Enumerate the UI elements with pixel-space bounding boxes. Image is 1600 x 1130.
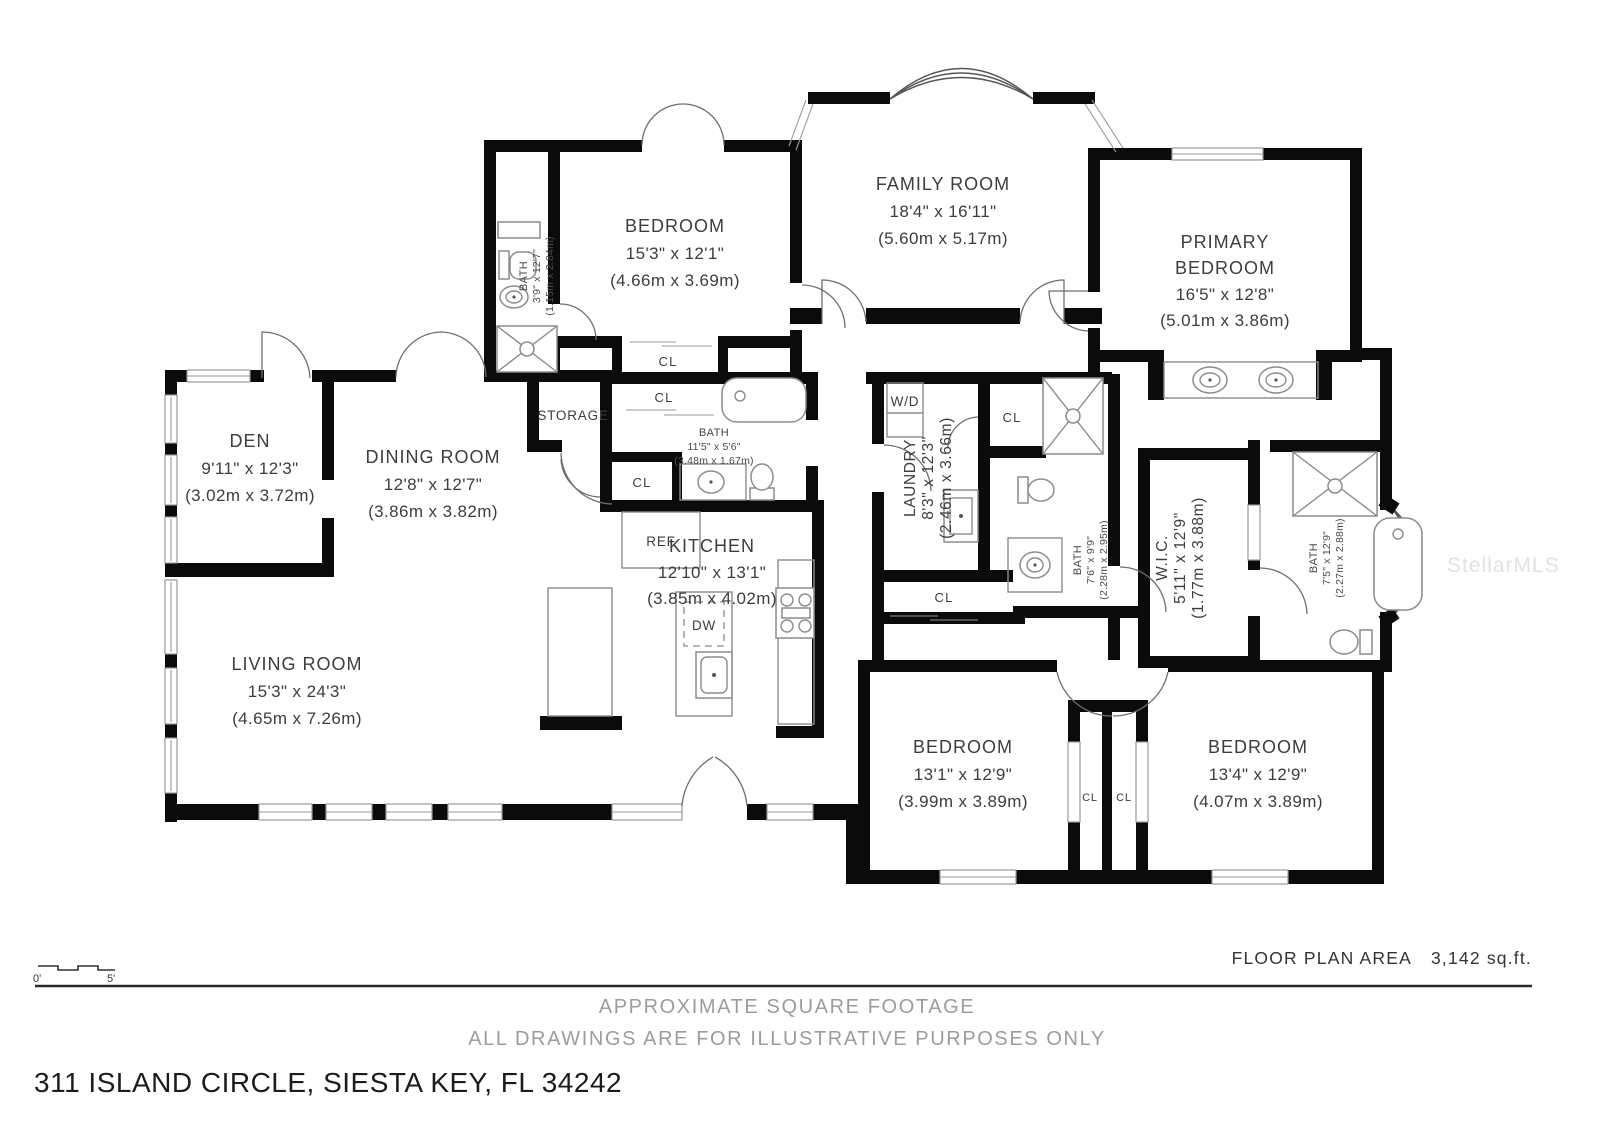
door-arc (1020, 280, 1064, 324)
toilet-icon (1330, 630, 1372, 654)
room-dims-m: (3.85m x 4.02m) (647, 589, 777, 608)
room-dims-m: (2.46m x 3.66m) (938, 417, 955, 539)
wic-door (1248, 505, 1260, 560)
entry-door (682, 757, 747, 806)
room-dims-ft: 9'11" x 12'3" (201, 459, 299, 478)
room-dims-m: (3.86m x 3.82m) (368, 502, 498, 521)
closet-label: CL (654, 390, 674, 405)
room-dims-m: (2.28m x 2.95m) (1098, 520, 1110, 600)
room-dims-m: (5.60m x 5.17m) (878, 229, 1008, 248)
dishwasher-label: DW (691, 618, 717, 633)
room-name: BATH (1072, 544, 1084, 576)
room-dims-ft: 12'10" x 13'1" (657, 563, 767, 582)
stove-icon (776, 560, 814, 724)
room-dims-ft: 11'5" x 5'6" (687, 441, 741, 453)
room-label-wic (1154, 497, 1207, 619)
room-name: W.I.C. (1154, 535, 1171, 581)
door-arc (1260, 568, 1307, 614)
room-dims-ft: 15'3" x 12'1" (625, 244, 725, 263)
room-dims-m: (2.27m x 2.88m) (1334, 518, 1346, 598)
room-label-dining (366, 447, 501, 521)
closet-label: CL (934, 590, 954, 605)
door-arc (560, 304, 596, 340)
room-dims-ft: 8'3" x 12'3" (920, 436, 937, 520)
room-name: BEDROOM (624, 216, 726, 236)
address: 311 ISLAND CIRCLE, SIESTA KEY, FL 34242 (34, 1067, 623, 1098)
shower-icon (1293, 452, 1377, 516)
storage-label: STORAGE (537, 408, 609, 423)
room-dims-ft: 16'5" x 12'8" (1175, 285, 1275, 304)
room-dims-ft: 12'8" x 12'7" (383, 475, 483, 494)
room-name: DINING ROOM (365, 447, 501, 467)
toilet-icon (750, 464, 774, 500)
room-dims-m: (1.15m x 2.84m) (544, 236, 556, 316)
room-dims-m: (4.65m x 7.26m) (232, 709, 362, 728)
shower-icon (497, 326, 557, 372)
disclaimer-line1: APPROXIMATE SQUARE FOOTAGE (598, 996, 976, 1018)
room-label-bath-center (674, 427, 753, 467)
disclaimer-line2: ALL DRAWINGS ARE FOR ILLUSTRATIVE PURPOSES ONLY (468, 1028, 1106, 1050)
closet-label: CL (1082, 792, 1098, 804)
bow-window (890, 69, 1033, 100)
room-name: BEDROOM (1207, 737, 1309, 757)
bath-center-fixtures (680, 378, 806, 500)
corner-window (789, 100, 1123, 152)
closet-label: CL (658, 354, 678, 369)
room-label-bedroom-tl (610, 216, 740, 290)
room-name: LAUNDRY (902, 439, 919, 517)
area-label: FLOOR PLAN AREA (1231, 948, 1412, 968)
room-label-bath-primary (1308, 518, 1346, 597)
washer-dryer-box (887, 383, 923, 437)
double-door-arc (642, 104, 724, 145)
room-dims-m: (3.48m x 1.67m) (674, 455, 754, 467)
scale-bar (38, 966, 115, 970)
room-dims-ft: 7'5" x 12'9" (1321, 530, 1333, 586)
room-label-family (876, 174, 1010, 248)
dishwasher-island (676, 592, 732, 716)
counter (498, 222, 540, 238)
room-label-primary (1160, 232, 1290, 330)
watermark: StellarMLS (1447, 554, 1560, 577)
kitchen-island (548, 588, 612, 716)
room-name: PRIMARY (1180, 232, 1270, 252)
closet-door (1136, 742, 1148, 822)
room-label-laundry (902, 417, 955, 539)
room-label-living (231, 654, 362, 728)
room-label-bedroom-b2 (1193, 737, 1323, 811)
toilet-icon (1018, 477, 1054, 503)
room-name: LIVING ROOM (231, 654, 363, 674)
room-dims-ft: 5'11" x 12'9" (1172, 512, 1189, 604)
door-arc (561, 459, 600, 497)
shower-icon (1043, 378, 1103, 454)
room-name: BATH (518, 260, 530, 292)
closet-label: CL (1002, 410, 1022, 425)
sink-icon (1008, 538, 1062, 592)
closet-door (1068, 742, 1080, 822)
room-dims-ft: 3'9" x 12'7" (531, 248, 543, 304)
closet-label: CL (1116, 792, 1132, 804)
room-dims-m: (3.02m x 3.72m) (185, 486, 315, 505)
room-dims-m: (1.77m x 3.88m) (1190, 497, 1207, 619)
room-label-bath-hall (1072, 520, 1110, 599)
room-dims-ft: 15'3" x 24'3" (247, 682, 347, 701)
scale-start-label: 0' (33, 973, 42, 985)
room-dims-ft: 7'6" x 9'9" (1085, 535, 1097, 585)
bathtub-icon (722, 378, 806, 422)
room-name: BATH (1308, 542, 1320, 574)
room-name: FAMILY ROOM (875, 174, 1011, 194)
room-name: KITCHEN (668, 536, 756, 556)
room-dims-ft: 18'4" x 16'11" (889, 202, 997, 221)
room-name: BATH (698, 427, 730, 439)
room-label-bedroom-b1 (898, 737, 1028, 811)
door-arc (262, 332, 310, 378)
bathtub-icon (1374, 518, 1422, 610)
room-name: BEDROOM (1174, 258, 1276, 278)
double-vanity-icon (1164, 362, 1318, 398)
sink-icon (680, 464, 746, 500)
room-name: DEN (229, 431, 271, 451)
scale-end-label: 5' (107, 973, 116, 985)
room-dims-m: (4.07m x 3.89m) (1193, 792, 1323, 811)
room-name: BEDROOM (912, 737, 1014, 757)
footer (33, 948, 1532, 1098)
room-dims-m: (5.01m x 3.86m) (1160, 311, 1290, 330)
double-door-arc (396, 332, 486, 377)
room-label-den (185, 431, 315, 505)
room-dims-ft: 13'4" x 12'9" (1208, 765, 1308, 784)
room-dims-ft: 13'1" x 12'9" (913, 765, 1013, 784)
refrigerator-label: REF (646, 534, 676, 549)
closet-label: CL (632, 475, 652, 490)
area-value: 3,142 sq.ft. (1431, 948, 1532, 968)
room-dims-m: (3.99m x 3.89m) (898, 792, 1028, 811)
washer-dryer-label: W/D (890, 394, 920, 409)
room-dims-m: (4.66m x 3.69m) (610, 271, 740, 290)
